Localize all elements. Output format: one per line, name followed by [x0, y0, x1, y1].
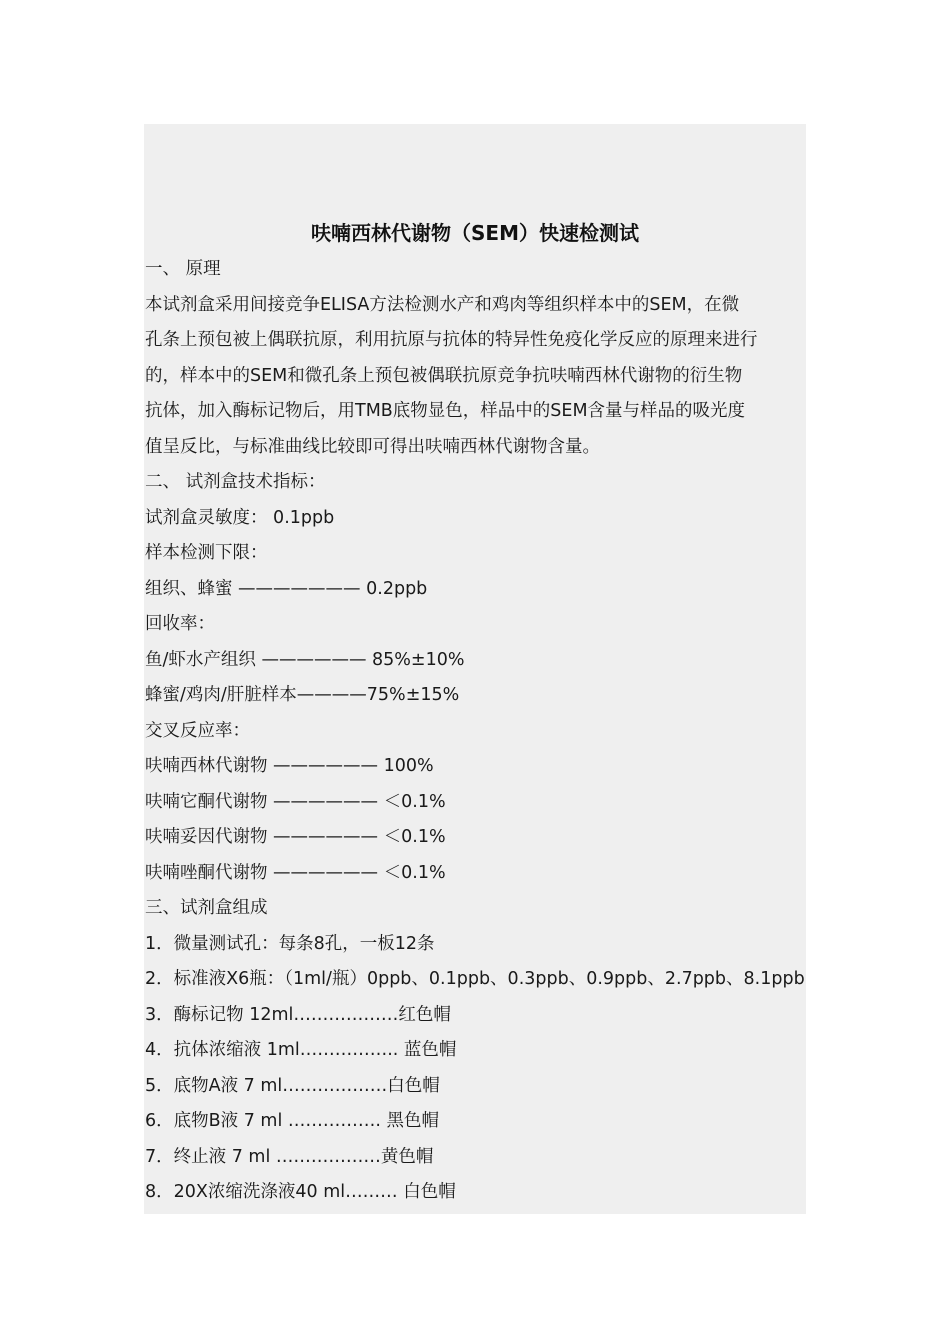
- detection-limit-line: 组织、蜂蜜 ——————— 0.2ppb: [145, 578, 428, 599]
- principle-text-line: 孔条上预包被上偶联抗原，利用抗原与抗体的特异性免疫化学反应的原理来进行: [145, 330, 758, 350]
- component-item: 6．底物B液 7 ml ……………. 黑色帽: [145, 1111, 439, 1131]
- cross-reactivity-line: 呋喃唑酮代谢物 —————— ＜0.1%: [145, 862, 446, 883]
- document-title: 呋喃西林代谢物（SEM）快速检测试: [311, 221, 639, 246]
- principle-text-line: 本试剂盒采用间接竞争ELISA方法检测水产和鸡肉等组织样本中的SEM，在微: [145, 294, 740, 315]
- component-item: 3．酶标记物 12ml………………红色帽: [145, 1004, 451, 1025]
- principle-text-line: 抗体，加入酶标记物后，用TMB底物显色，样品中的SEM含量与样品的吸光度: [145, 401, 746, 421]
- detection-limit-heading: 样本检测下限：: [145, 543, 268, 563]
- document-body: [145, 252, 825, 1211]
- component-item: 4．抗体浓缩液 1ml…………….. 蓝色帽: [145, 1040, 457, 1060]
- recovery-line: 鱼/虾水产组织 —————— 85%±10%: [145, 649, 465, 670]
- component-item: 7．终止液 7 ml ………………黄色帽: [145, 1146, 434, 1167]
- component-item: 8．20X浓缩洗涤液40 ml……… 白色帽: [145, 1182, 456, 1202]
- cross-reactivity-heading: 交叉反应率：: [145, 720, 250, 741]
- component-item: 5．底物A液 7 ml………………白色帽: [145, 1075, 440, 1096]
- cross-reactivity-line: 呋喃西林代谢物 —————— 100%: [145, 756, 434, 776]
- cross-reactivity-line: 呋喃它酮代谢物 —————— ＜0.1%: [145, 791, 446, 812]
- sensitivity-line: 试剂盒灵敏度： 0.1ppb: [145, 507, 335, 528]
- recovery-heading: 回收率：: [145, 614, 215, 634]
- section-heading-components: 三、试剂盒组成: [145, 898, 268, 918]
- section-heading-principle: 一、 原理: [145, 259, 221, 279]
- component-item: 2．标准液X6瓶：（1ml/瓶）0ppb、0.1ppb、0.3ppb、0.9ppb、2.7ppb、8.1ppb: [145, 969, 805, 989]
- cross-reactivity-line: 呋喃妥因代谢物 —————— ＜0.1%: [145, 827, 446, 847]
- recovery-line: 蜂蜜/鸡肉/肝脏样本————75%±15%: [145, 685, 460, 705]
- principle-text-line: 的，样本中的SEM和微孔条上预包被偶联抗原竞争抗呋喃西林代谢物的衍生物: [145, 365, 743, 386]
- component-item: 1．微量测试孔：每条8孔，一板12条: [145, 933, 435, 954]
- principle-text-line: 值呈反比，与标准曲线比较即可得出呋喃西林代谢物含量。: [145, 436, 600, 457]
- section-heading-specs: 二、 试剂盒技术指标：: [145, 472, 326, 492]
